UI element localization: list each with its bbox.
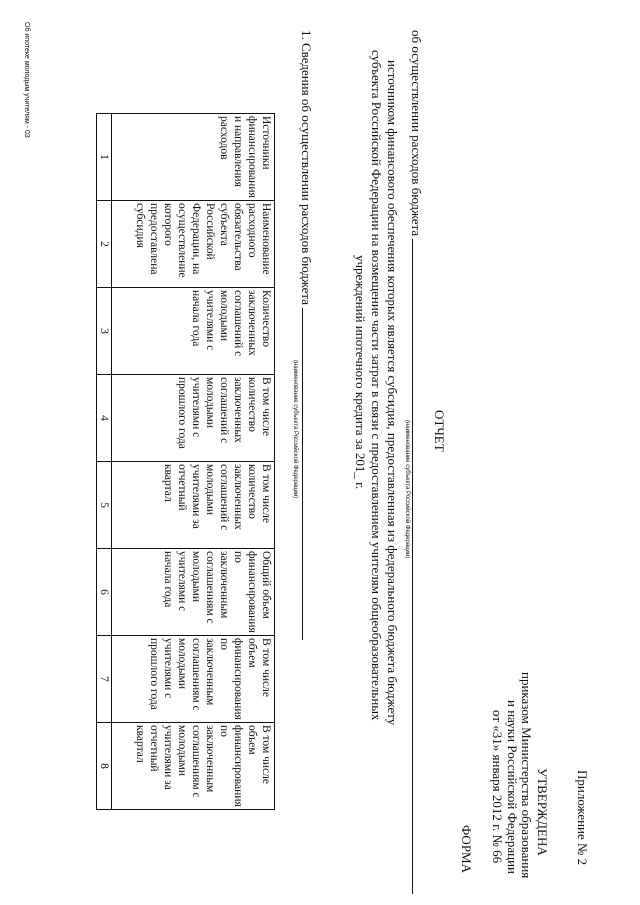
report-line-4: учреждений ипотечного кредита за 201_ г. (353, 255, 368, 490)
column-number-1: 1 (97, 114, 112, 201)
column-number-4: 4 (97, 375, 112, 462)
report-line-2: источником финансового обеспечения которых является субсидия, предоставленная из федерального бюджета бюджету (385, 60, 400, 726)
header-cell-8: В том числе объем финансирования по заключенным соглашениям с молодыми учителями за отчетный квартал (112, 723, 275, 810)
table-header-row (112, 114, 275, 810)
form-label: ФОРМА (459, 825, 474, 873)
appendix-label: Приложение № 2 (575, 770, 590, 866)
report-line-1-text: об осуществлении расходов бюджета (409, 30, 424, 237)
order-line-1: приказом Министерства образования (519, 672, 534, 879)
column-number-5: 5 (97, 462, 112, 549)
section-1-heading (299, 30, 315, 640)
footer-note: Об ипотеке молодым учителям - 03 (23, 22, 30, 138)
report-line-1 (409, 30, 425, 894)
approved-label: УТВЕРЖДЕНА (535, 768, 550, 856)
subject-name-blank (412, 239, 425, 894)
table-number-row (97, 114, 112, 810)
column-number-8: 8 (97, 723, 112, 810)
expenses-table (96, 113, 275, 810)
header-cell-7: В том числе объем финансирования по заключенным соглашениям с молодыми учителями с прошлого года (112, 636, 275, 723)
column-number-6: 6 (97, 549, 112, 636)
column-number-3: 3 (97, 288, 112, 375)
header-cell-6: Общий объем финансирования по заключенным соглашениям с молодыми учителями с начала года (112, 549, 275, 636)
header-cell-1: Источники финансирования и направления расходов (112, 114, 275, 201)
order-line-2: и науки Российской Федерации (505, 700, 520, 875)
column-number-2: 2 (97, 201, 112, 288)
order-line-3: от «31» января 2012 г. № 66 (490, 710, 505, 864)
caption-subject-1: (наименование субъекта Российской Федерации) (404, 420, 410, 559)
report-line-3: субъекта Российской Федерации на возмещение части затрат в связи с предоставлением учителям общеобразовательных (369, 50, 384, 721)
section-1-blank (302, 308, 315, 640)
column-number-7: 7 (97, 636, 112, 723)
header-cell-2: Наименование расходного обязательства субъекта Российской Федерации, на осуществление которого предоставлена субсидия (112, 201, 275, 288)
header-cell-3: Количество заключенных соглашений с молодыми учителями с начала года (112, 288, 275, 375)
header-cell-4: В том числе количество заключенных соглашений с молодыми учителями с прошлого года (112, 375, 275, 462)
report-title: ОТЧЕТ (432, 410, 447, 452)
section-1-heading-text: 1. Сведения об осуществлении расходов бюджета (299, 30, 314, 306)
caption-subject-2: (наименование субъекта Российской Федерации) (292, 360, 298, 499)
header-cell-5: В том числе количество заключенных соглашений с молодыми учителями за отчетный квартал (112, 462, 275, 549)
